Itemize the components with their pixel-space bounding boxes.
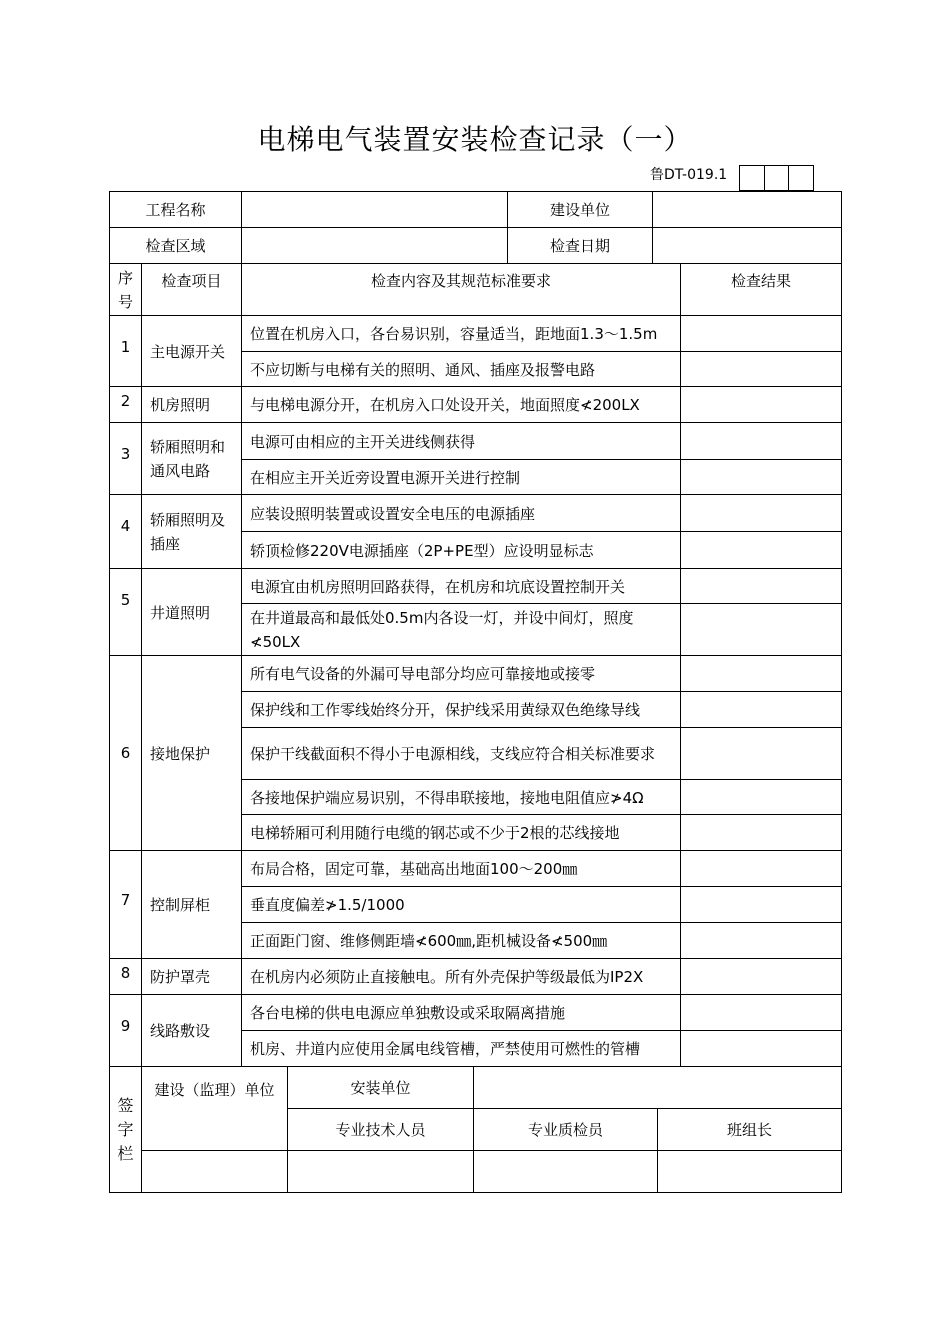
- code-box-2[interactable]: [764, 165, 789, 191]
- result-cell[interactable]: [681, 887, 842, 923]
- code-box-3[interactable]: [788, 165, 814, 191]
- sign-section-label: 签字栏: [110, 1067, 142, 1193]
- row-content: 不应切断与电梯有关的照明、通风、插座及报警电路: [242, 352, 681, 387]
- project-value[interactable]: [242, 192, 508, 228]
- project-label: 工程名称: [110, 192, 242, 228]
- row-item: 轿厢照明和通风电路: [142, 423, 242, 495]
- result-cell[interactable]: [681, 604, 842, 656]
- row-item: 主电源开关: [142, 316, 242, 387]
- row-content: 电源可由相应的主开关进线侧获得: [242, 423, 681, 460]
- row-content: 位置在机房入口，各台易识别，容量适当，距地面1.3～1.5m: [242, 316, 681, 352]
- row-content: 正面距门窗、维修侧距墙≮600㎜,距机械设备≮500㎜: [242, 923, 681, 959]
- row-no: 7: [110, 851, 142, 959]
- result-cell[interactable]: [681, 692, 842, 728]
- row-item: 接地保护: [142, 656, 242, 851]
- row-item: 机房照明: [142, 387, 242, 423]
- technician-label: 专业技术人员: [288, 1109, 474, 1151]
- info-table: [109, 191, 842, 264]
- row-content: 在相应主开关近旁设置电源开关进行控制: [242, 460, 681, 495]
- page-title: 电梯电气装置安装检查记录（一）: [257, 123, 693, 156]
- inspector-signature[interactable]: [474, 1151, 658, 1193]
- area-label: 检查区域: [110, 228, 242, 264]
- date-label: 检查日期: [508, 228, 653, 264]
- result-cell[interactable]: [681, 532, 842, 569]
- result-cell[interactable]: [681, 815, 842, 851]
- row-content: 与电梯电源分开，在机房入口处设开关，地面照度≮200LX: [242, 387, 681, 423]
- code-box-1[interactable]: [739, 165, 765, 191]
- result-cell[interactable]: [681, 460, 842, 495]
- area-value[interactable]: [242, 228, 508, 264]
- result-cell[interactable]: [681, 923, 842, 959]
- row-content: 各接地保护端应易识别，不得串联接地，接地电阻值应≯4Ω: [242, 780, 681, 815]
- row-no: 9: [110, 995, 142, 1067]
- technician-signature[interactable]: [288, 1151, 474, 1193]
- row-content: 保护干线截面积不得小于电源相线，支线应符合相关标准要求: [242, 728, 681, 780]
- row-item: 控制屏柜: [142, 851, 242, 959]
- installer-value[interactable]: [474, 1067, 842, 1109]
- leader-label: 班组长: [658, 1109, 842, 1151]
- row-no: 8: [110, 959, 142, 995]
- form-code: 鲁DT-019.1: [650, 167, 728, 183]
- result-cell[interactable]: [681, 728, 842, 780]
- result-cell[interactable]: [681, 387, 842, 423]
- result-cell[interactable]: [681, 352, 842, 387]
- row-content: 布局合格，固定可靠，基础高出地面100～200㎜: [242, 851, 681, 887]
- result-cell[interactable]: [681, 1031, 842, 1067]
- leader-signature[interactable]: [658, 1151, 842, 1193]
- row-content: 各台电梯的供电电源应单独敷设或采取隔离措施: [242, 995, 681, 1031]
- row-no: 3: [110, 423, 142, 495]
- header-item: 检查项目: [142, 264, 242, 316]
- supervisor-signature[interactable]: [142, 1151, 288, 1193]
- row-content: 应装设照明装置或设置安全电压的电源插座: [242, 495, 681, 532]
- row-item: 线路敷设: [142, 995, 242, 1067]
- inspector-label: 专业质检员: [474, 1109, 658, 1151]
- result-cell[interactable]: [681, 656, 842, 692]
- row-no: 4: [110, 495, 142, 569]
- result-cell[interactable]: [681, 569, 842, 604]
- header-content: 检查内容及其规范标准要求: [242, 264, 681, 316]
- result-cell[interactable]: [681, 780, 842, 815]
- result-cell[interactable]: [681, 851, 842, 887]
- row-no: 2: [110, 387, 142, 423]
- row-no: 6: [110, 656, 142, 851]
- result-cell[interactable]: [681, 495, 842, 532]
- row-content: 电梯轿厢可利用随行电缆的钢芯或不少于2根的芯线接地: [242, 815, 681, 851]
- row-content: 轿顶检修220V电源插座（2P+PE型）应设明显标志: [242, 532, 681, 569]
- builder-value[interactable]: [653, 192, 842, 228]
- builder-label: 建设单位: [508, 192, 653, 228]
- installer-label: 安装单位: [288, 1067, 474, 1109]
- header-result: 检查结果: [681, 264, 842, 316]
- inspection-table: [109, 263, 842, 1067]
- row-item: 轿厢照明及插座: [142, 495, 242, 569]
- header-no: 序号: [110, 264, 142, 316]
- row-item: 防护罩壳: [142, 959, 242, 995]
- row-no: 5: [110, 569, 142, 656]
- supervisor-label: 建设（监理）单位: [142, 1067, 288, 1151]
- row-content: 在井道最高和最低处0.5m内各设一灯，并设中间灯，照度≮50LX: [242, 604, 681, 656]
- row-content: 垂直度偏差≯1.5/1000: [242, 887, 681, 923]
- row-item: 井道照明: [142, 569, 242, 656]
- row-content: 保护线和工作零线始终分开，保护线采用黄绿双色绝缘导线: [242, 692, 681, 728]
- result-cell[interactable]: [681, 316, 842, 352]
- row-content: 在机房内必须防止直接触电。所有外壳保护等级最低为IP2X: [242, 959, 681, 995]
- row-content: 电源宜由机房照明回路获得，在机房和坑底设置控制开关: [242, 569, 681, 604]
- row-content: 机房、井道内应使用金属电线管槽，严禁使用可燃性的管槽: [242, 1031, 681, 1067]
- result-cell[interactable]: [681, 959, 842, 995]
- result-cell[interactable]: [681, 995, 842, 1031]
- row-content: 所有电气设备的外漏可导电部分均应可靠接地或接零: [242, 656, 681, 692]
- row-no: 1: [110, 316, 142, 387]
- signature-table: [109, 1066, 842, 1193]
- result-cell[interactable]: [681, 423, 842, 460]
- date-value[interactable]: [653, 228, 842, 264]
